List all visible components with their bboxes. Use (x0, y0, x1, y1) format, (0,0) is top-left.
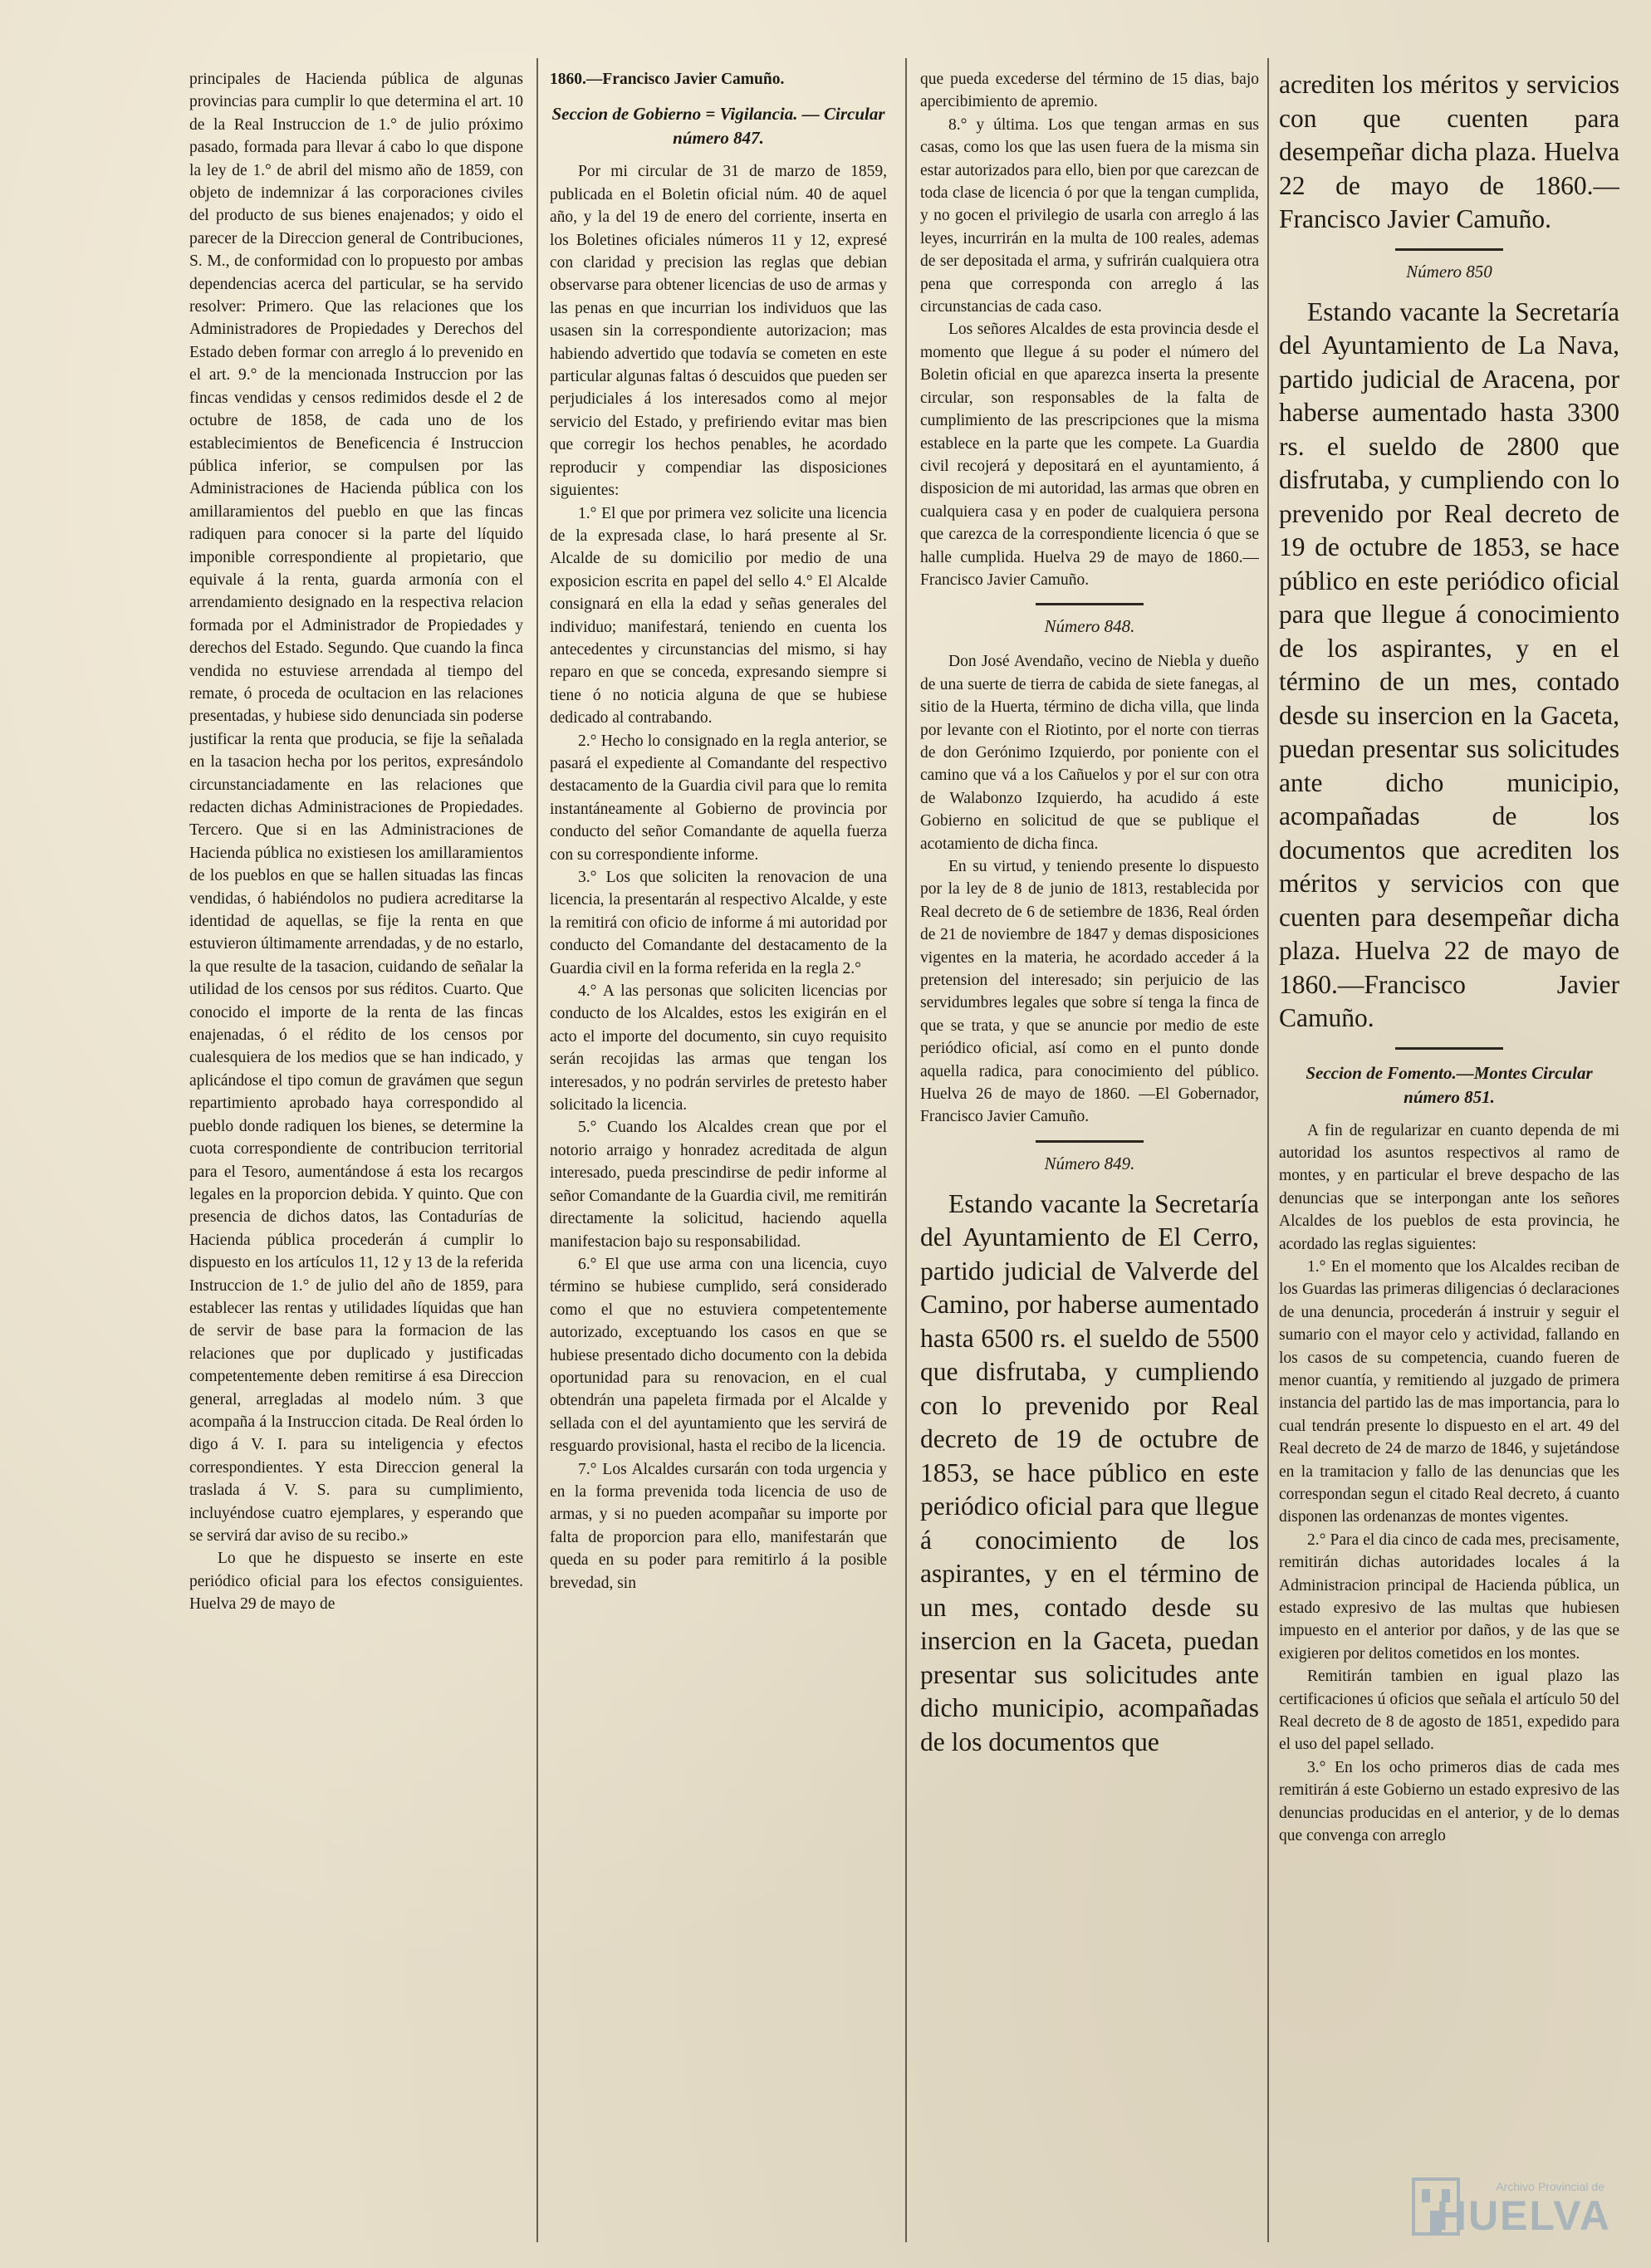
notice-number: Número 849. (1044, 1153, 1135, 1173)
body-paragraph: Remitirán tambien en igual plazo las certificaciones ú oficios que señala el artículo 50 del Real decreto de 8 de agosto de 1851, expedido para el uso del papel sellado. (1279, 1668, 1619, 1754)
notice-number: Número 848. (1044, 616, 1135, 637)
rule-paragraph: 1.° El que por primera vez solicite una licencia de la expresada clase, lo hará presente al Sr. Alcalde de su domicilio por medio de una exposicion escrita en papel del sello 4.° El Alcalde consignará en ella la edad y señas generales del individuo; manifestará, teniendo en cuenta los antecedentes y circunstancias del mismo, si hay reparo en que se conceda, expresando siempre si tiene ó no noticia alguna de que se hubiese dedicado al contrabando. (550, 504, 887, 727)
body-paragraph: Los señores Alcaldes de esta provincia desde el momento que llegue á su poder el número del Boletin oficial en que aparezca inserta la presente circular, son responsables de la falta de cumplimiento de las prescripciones que la misma establece en la parte que les compete. La Guardia civil recojerá y depositará en el ayuntamiento, á disposicion de mi autoridad, las armas que obren en cualquiera casa y en poder de cualquiera persona que carezca de la correspondiente licencia ó que se halle cumplida. Huelva 29 de mayo de 1860.—Francisco Javier Camuño. (920, 321, 1259, 589)
watermark-caption: Archivo Provincial de (1496, 2180, 1604, 2193)
section-separator (1036, 603, 1144, 605)
section-separator (1395, 1047, 1503, 1050)
body-paragraph: A fin de regularizar en cuanto dependa de mi autoridad los asuntos respectivos al ramo de montes, y en particular el breve despacho de las denuncias que se interpongan ante los señores Alcaldes de los pueblos de esta provincia, he acordado las reglas siguientes: (1279, 1121, 1619, 1253)
notice-number: Número 850 (1406, 261, 1492, 282)
body-paragraph: En su virtud, y teniendo presente lo dispuesto por la ley de 8 de junio de 1813, restablecida por Real decreto de 6 de setiembre de 1836, Real órden de 21 de noviembre de 1847 y demas disposiciones vigentes en la materia, he acordado acceder á la pretension del interesado; sin perjuicio de las servidumbres legales que sobre sí tenga la finca de que se trata, y que se anuncie por medio de este periódico oficial, así como en el punto donde aquella radica, para conocimiento del público. Huelva 26 de mayo de 1860. —El Gobernador, Francisco Javier Camuño. (920, 858, 1259, 1126)
rule-paragraph: 5.° Cuando los Alcaldes crean que por el notorio arraigo y honradez acreditada de algun interesado, pueda prescindirse de pedir informe al señor Comandante de la Guardia civil, me remitirán directamente la solicitud, haciendo aquella manifestacion bajo su responsabilidad. (550, 1119, 887, 1251)
column-2 (550, 68, 887, 2244)
column-rule (536, 58, 538, 2242)
body-paragraph: Lo que he dispuesto se inserte en este periódico oficial para los efectos consiguientes. Huelva 29 de mayo de (189, 1550, 523, 1614)
column-3 (920, 68, 1259, 2244)
section-heading: Seccion de Gobierno = Vigilancia. — Circular número 847. (551, 104, 885, 149)
body-paragraph: principales de Hacienda pública de algunas provincias para cumplir lo que determina el art. 10 de la Real Instruccion de 1.° de julio próximo pasado, formada para llevar á cabo lo que dispone la ley de 1.° de abril del mismo año de 1859, con objeto de indemnizar á las corporaciones civiles del producto de sus bienes enajenados; y oido el parecer de la Direccion general de Contribuciones, S. M., de conformidad con lo propuesto por ambas dependencias acerca del particular, se ha servido resolver: Primero. Que las relaciones que los Administradores de Propiedades y Derechos del Estado deben formar con arreglo á lo prevenido en el art. 9.° de la mencionada Instruccion por las fincas vendidas y censos redimidos desde el 2 de octubre de 1858, de cada uno de los establecimientos de Beneficencia é Instruccion pública inferior, se compulsen por las Administraciones de Hacienda pública con los amillaramientos del pueblo en que las fincas radiquen para conocer si la parte del líquido imponible correspondiente al propietario, que equivale á la renta, guarda armonía con el arrendamiento designado en la respectiva relacion formada por el Administrador de Propiedades y derechos del Estado. Segundo. Que cuando la finca vendida no estuviese arrendada al tiempo del remate, ó proceda de ocultacion en las relaciones presentadas, y hubiese sido denunciada sin poderse justificar la renta que producia, se fije la señalada en la tasacion hecha por los peritos, expresándolo circunstanciadamente en las relaciones que redacten dichas Administraciones de Propiedades. Tercero. Que si en las Administraciones de Hacienda pública no existiesen los amillaramientos de los pueblos en que se hallen situadas las fincas vendidas, ó habiéndolos no pudiera acreditarse la identidad de aquellas, se fije la renta en que estuvieron últimamente arrendadas, y de no estarlo, la que resulte de la tasacion, cuidando de señalar la utilidad de los censos por sus réditos. Cuarto. Que conocido el importe de la renta de las fincas enajenadas, ó el rédito de los censos por cualesquiera de los medios que se han indicado, y aplicándose el tipo comun de gravámen que segun repartimiento aprobado haya correspondido al pueblo donde radiquen los bienes, se determine la cuota correspondiente de contribucion territorial para el Tesoro, aumentándose á esta los recargos legales en la proporcion debida. Y quinto. Que con presencia de dichos datos, las Contadurías de Hacienda pública procederán á cumplir lo dispuesto en los artículos 11, 12 y 13 de la referida Instruccion de 1.° de julio del año de 1859, para establecer las rentas y utilidades líquidas que han de servir de base para la formacion de las relaciones que por duplicado y justificadas competentemente deben remitirse á esa Direccion general, arregladas al modelo núm. 3 que acompaña á la Instruccion citada. De Real órden lo digo á V. I. para su inteligencia y efectos correspondientes. Y esta Direccion general la traslada á V. S. para su cumplimiento, incluyéndose cuatro ejemplares, y esperando que se servirá dar aviso de su recibo.» (189, 71, 523, 1545)
watermark-name: HUELVA (1436, 2192, 1611, 2239)
vacancy-notice: Estando vacante la Secretaría del Ayuntamiento de La Nava, partido judicial de Aracena, por haberse aumentado hasta 3300 rs. el sueldo de 2800 que disfrutaba, y cumpliendo con lo prevenido por Real decreto de 19 de octubre de 1853, se hace público en este periódico oficial para que llegue á conocimiento de los aspirantes, y en el término de un mes, contado desde su insercion en la Gaceta, puedan presentar sus solicitudes ante dicho municipio, acompañadas de los documentos que acrediten los méritos y servicios con que cuenten para desempeñar dicha plaza. Huelva 22 de mayo de 1860.—Francisco Javier Camuño. (1279, 296, 1619, 1032)
rule-paragraph: 3.° Los que soliciten la renovacion de una licencia, la presentarán al respectivo Alcalde, y este la remitirá con oficio de informe á mi autoridad por conducto del Comandante del destacamento de la Guardia civil en la forma referida en la regla 2.° (550, 869, 887, 977)
column-rule (905, 58, 907, 2242)
rule-paragraph: 7.° Los Alcaldes cursarán con toda urgencia y en la forma prevenida toda licencia de uso de armas, y si no pueden acompañar su importe por falta de proporcion para ello, manifestarán que queda en su poder para remitirlo á la posible brevedad, sin (550, 1460, 887, 1592)
archive-watermark (1410, 2165, 1618, 2245)
signature-line: 1860.—Francisco Javier Camuño. (550, 71, 785, 88)
section-separator (1395, 248, 1503, 251)
section-heading: Seccion de Fomento.—Montes Circular número 851. (1306, 1062, 1593, 1107)
column-4 (1279, 68, 1619, 2244)
section-separator (1036, 1140, 1144, 1143)
body-paragraph: Por mi circular de 31 de marzo de 1859, publicada en el Boletin oficial núm. 40 de aquel año, y la del 19 de enero del corriente, inserta en los Boletines oficiales números 11 y 12, expresé con claridad y precision las reglas que debian observarse para obtener licencias de uso de armas y las penas en que incurrian los individuos que las usasen sin la correspondiente autorizacion; mas habiendo advertido que todavía se cometen en este particular algunas faltas ó descuidos que pueden ser perjudiciales á los interesados como al mejor servicio del Estado, y prefiriendo evitar mas bien que corregir los hechos penables, he acordado reproducir y compendiar las disposiciones siguientes: (550, 163, 887, 500)
column-1 (189, 68, 523, 2244)
rule-paragraph: 8.° y última. Los que tengan armas en sus casas, como los que las usen fuera de la misma sin estar autorizados para ello, bien por que carezcan de toda clase de licencia ó por que la tengan cumplida, y no gocen el privilegio de usarla con arreglo á las leyes, incurrirán en la multa de 100 reales, ademas de ser depositada el arma, y sufrirán cualquiera otra pena que corresponda con arreglo á las circunstancias de cada caso. (920, 115, 1259, 316)
rule-paragraph: 4.° A las personas que soliciten licencias por conducto de los Alcaldes, estos les exigirán en el acto el importe del documento, sin cuyo requisito serán recojidas las armas que tengan los interesados, y no podrán servirles de pretesto haber solicitado la licencia. (550, 982, 887, 1114)
rule-paragraph: 2.° Para el dia cinco de cada mes, precisamente, remitirán dichas autoridades locales á la Administracion principal de Hacienda pública, un estado expresivo de las multas que hubiesen impuesto en el anterior por daños, y de las que se exigieren por delitos cometidos en los montes. (1279, 1531, 1619, 1663)
rule-paragraph: 1.° En el momento que los Alcaldes reciban de los Guardas las primeras diligencias ó declaraciones de una denuncia, procederán á instruir y seguir el sumario con el mayor celo y actividad, fallando en los casos de su competencia, cuando fueren de menor cuantía, y remitiendo al juzgado de primera instancia del partido las de mas importancia, para lo cual tendrán presente lo dispuesto en el art. 49 del Real decreto de 24 de marzo de 1846, y sujetándose en la tramitacion y fallo de las denuncias que les correspondan segun el citado Real decreto, á cuanto disponen las ordenanzas de montes vigentes. (1279, 1257, 1619, 1526)
vacancy-notice: acrediten los méritos y servicios con que cuenten para desempeñar dicha plaza. Huelva 22 de mayo de 1860.—Francisco Javier Camuño. (1279, 70, 1619, 233)
vacancy-notice: Estando vacante la Secretaría del Ayuntamiento de El Cerro, partido judicial de Valverde del Camino, por haberse aumentado hasta 6500 rs. el sueldo de 5500 que disfrutaba, y cumpliendo con lo prevenido por Real decreto de 19 de octubre de 1853, se hace público en este periódico oficial para que llegue á conocimiento de los aspirantes, y en el término de un mes, contado desde su insercion en la Gaceta, puedan presentar sus solicitudes ante dicho municipio, acompañadas de los documentos que (920, 1188, 1259, 1756)
column-rule (1267, 58, 1269, 2242)
body-paragraph: Don José Avendaño, vecino de Niebla y dueño de una suerte de tierra de cabida de siete fanegas, al sitio de la Huerta, término de dicha villa, que linda por levante con el Riotinto, por el norte con tierras de don Gerónimo Izquierdo, por poniente con el camino que vá a los Cañuelos y por el sur con otra de Walabonzo Izquierdo, ha acudido á este Gobierno en solicitud de que se publique el acotamiento de dicha finca. (920, 653, 1259, 853)
rule-paragraph: 3.° En los ocho primeros dias de cada mes remitirán á este Gobierno un estado expresivo de las denuncias producidas en el anterior, y de lo demas que convenga con arreglo (1279, 1758, 1619, 1845)
body-paragraph: que pueda excederse del término de 15 dias, bajo apercibimiento de apremio. (920, 71, 1259, 111)
rule-paragraph: 2.° Hecho lo consignado en la regla anterior, se pasará el expediente al Comandante del respectivo destacamento de la Guardia civil para que lo remita instantáneamente al Gobierno de provincia por conducto del señor Comandante de aquella fuerza con su correspondiente informe. (550, 732, 887, 864)
rule-paragraph: 6.° El que use arma con una licencia, cuyo término se hubiese cumplido, será considerado como el que no estuviera competentemente autorizado, exceptuando los casos en que se hubiese presentado dicho documento con la debida oportunidad para su renovacion, en el cual obtendrán una papeleta firmada por el Alcalde y sellada con el del ayuntamiento que les servirá de resguardo provisional, hasta el recibo de la licencia. (550, 1255, 887, 1456)
